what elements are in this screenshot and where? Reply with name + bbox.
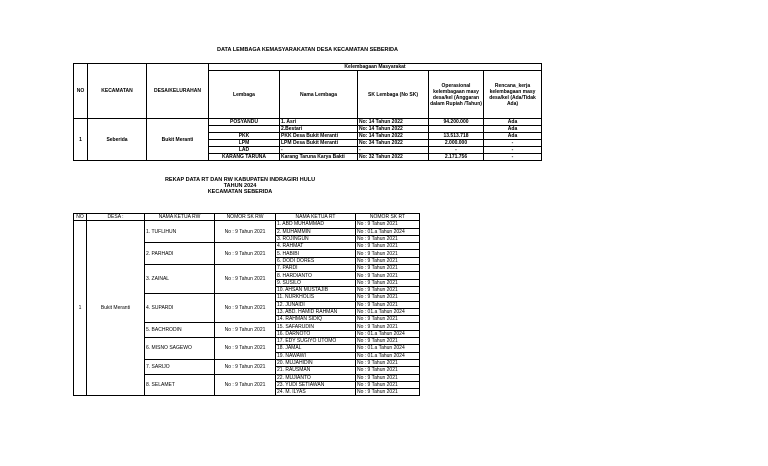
table-row <box>74 221 420 228</box>
cell-sk-rt: No : 9 Tahun 2021 <box>356 265 420 272</box>
cell-sk-rt: No : 01.a Tahun 2024 <box>356 330 420 337</box>
cell-rencana: Ada <box>484 133 542 140</box>
cell-ketua-rt: 9. SUSILO <box>276 279 356 286</box>
cell-ketua-rw: 1. TUFLIHUN <box>145 221 215 243</box>
cell-ketua-rt: 6. DODI DORES <box>276 257 356 264</box>
header-operasional: Operasional kelembagaan masy desa/kel (Anggaran dalam Rupiah /Tahun) <box>429 71 484 119</box>
rt-rw-table <box>73 213 420 396</box>
cell-operasional: 2.171.756 <box>429 154 484 161</box>
table1-title: DATA LEMBAGA KEMASYARAKATAN DESA KECAMATAN SEBERIDA <box>217 47 398 53</box>
cell-ketua-rt: 18. JAMAL <box>276 345 356 352</box>
cell-sk-rt: No : 9 Tahun 2021 <box>356 359 420 366</box>
cell-sk-rw: No : 9 Tahun 2021 <box>215 323 276 338</box>
cell-ketua-rw: 2. PARHADI <box>145 243 215 265</box>
cell-ketua-rw: 3. ZAINAL <box>145 265 215 294</box>
cell-lembaga: POSYANDU <box>209 119 280 126</box>
cell-rencana: - <box>484 140 542 147</box>
cell-sk-rt: No : 9 Tahun 2021 <box>356 294 420 301</box>
header-ketua-rt: NAMA KETUA RT <box>276 214 356 221</box>
cell-ketua-rt: 11. NURKHOLIS <box>276 294 356 301</box>
title2-line3: KECAMATAN SEBERIDA <box>207 189 273 195</box>
cell-operasional: - <box>429 147 484 154</box>
cell-ketua-rt: 5. HABIBI <box>276 250 356 257</box>
cell-sk-lembaga: No: 14 Tahun 2022 <box>358 119 429 126</box>
cell-nama-lembaga: 1. Asri <box>280 119 358 126</box>
row-desa: Bukit Meranti <box>87 221 145 396</box>
title2-line2: TAHUN 2024 <box>223 183 257 189</box>
cell-ketua-rt: 2. MUHAMMIN <box>276 228 356 235</box>
header-kecamatan: KECAMATAN <box>88 64 147 119</box>
cell-ketua-rw: 4. SUPARDI <box>145 294 215 323</box>
cell-sk-lembaga: No: 32 Tahun 2022 <box>358 154 429 161</box>
cell-sk-rt: No : 9 Tahun 2021 <box>356 389 420 396</box>
cell-operasional <box>429 126 484 133</box>
cell-sk-lembaga: No: 14 Tahun 2022 <box>358 133 429 140</box>
cell-sk-rw: No : 9 Tahun 2021 <box>215 374 276 396</box>
cell-sk-rt: No : 01.a Tahun 2024 <box>356 345 420 352</box>
cell-sk-rw: No : 9 Tahun 2021 <box>215 243 276 265</box>
header-ketua-rw: NAMA KETUA RW <box>145 214 215 221</box>
row-desa: Bukit Meranti <box>147 119 209 161</box>
cell-sk-rt: No : 9 Tahun 2021 <box>356 338 420 345</box>
cell-lembaga: KARANG TARUNA <box>209 154 280 161</box>
cell-lembaga <box>209 126 280 133</box>
cell-sk-rt: No : 01.a Tahun 2024 <box>356 352 420 359</box>
cell-ketua-rw: 7. SARIJO <box>145 359 215 374</box>
header-sk-rw: NOMOR SK RW <box>215 214 276 221</box>
cell-lembaga: PKK <box>209 133 280 140</box>
cell-sk-rt: No : 9 Tahun 2021 <box>356 367 420 374</box>
cell-sk-rt: No : 9 Tahun 2021 <box>356 286 420 293</box>
cell-ketua-rt: 22. MUJIANTO <box>276 374 356 381</box>
cell-lembaga: LPM <box>209 140 280 147</box>
cell-operasional: 2.000.000 <box>429 140 484 147</box>
cell-operasional: 94.200.000 <box>429 119 484 126</box>
cell-ketua-rt: 8. HARDIANTO <box>276 272 356 279</box>
cell-sk-rt: No : 9 Tahun 2021 <box>356 301 420 308</box>
row-no: 1 <box>74 221 87 396</box>
lembaga-table <box>73 63 542 161</box>
row-no: 1 <box>74 119 88 161</box>
cell-ketua-rt: 1. ABD MUHAMMAD <box>276 221 356 228</box>
cell-sk-lembaga: No: 34 Tahun 2022 <box>358 140 429 147</box>
cell-sk-rt: No : 9 Tahun 2021 <box>356 257 420 264</box>
cell-ketua-rw: 6. MISNO SAGEWO <box>145 338 215 360</box>
cell-ketua-rw: 5. BACHRODIN <box>145 323 215 338</box>
cell-rencana: - <box>484 154 542 161</box>
cell-ketua-rt: 13. ABD. HAMID RAHMAN <box>276 308 356 315</box>
cell-sk-rt: No : 01.a Tahun 2024 <box>356 308 420 315</box>
header-rencana-kerja: Rencana_kerja kelembagaan masy desa/kel (Ada/Tidak Ada) <box>484 71 542 119</box>
cell-ketua-rt: 17. EDY SUGIYO UTOMO <box>276 338 356 345</box>
cell-nama-lembaga: Karang Taruna Karya Bakti <box>280 154 358 161</box>
cell-lembaga: LAD <box>209 147 280 154</box>
cell-rencana: Ada <box>484 119 542 126</box>
cell-ketua-rt: 7. PARDI <box>276 265 356 272</box>
cell-ketua-rt: 10. AHSAN MUSTAJIB <box>276 286 356 293</box>
header-no: NO <box>74 64 88 119</box>
cell-sk-rt: No : 9 Tahun 2021 <box>356 374 420 381</box>
cell-sk-rt: No : 9 Tahun 2021 <box>356 279 420 286</box>
cell-sk-rw: No : 9 Tahun 2021 <box>215 359 276 374</box>
header-no: NO <box>74 214 87 221</box>
cell-sk-rw: No : 9 Tahun 2021 <box>215 221 276 243</box>
cell-sk-rt: No : 9 Tahun 2021 <box>356 323 420 330</box>
cell-sk-rt: No : 9 Tahun 2021 <box>356 221 420 228</box>
title2-line1: REKAP DATA RT DAN RW KABUPATEN INDRAGIRI HULU <box>164 177 316 183</box>
cell-ketua-rt: 14. RAHMAN SIDIQ <box>276 316 356 323</box>
cell-ketua-rt: 4. RAHMAT <box>276 243 356 250</box>
cell-nama-lembaga: - <box>280 147 358 154</box>
cell-ketua-rt: 19. NAWAWI <box>276 352 356 359</box>
cell-sk-lembaga: - <box>358 147 429 154</box>
header-sk-rt: NOMOR SK RT <box>356 214 420 221</box>
table-row <box>74 119 542 126</box>
cell-sk-rt: No : 9 Tahun 2021 <box>356 381 420 388</box>
cell-sk-rt: No : 01.a Tahun 2024 <box>356 228 420 235</box>
cell-nama-lembaga: 2.Bestari <box>280 126 358 133</box>
cell-sk-rt: No : 9 Tahun 2021 <box>356 250 420 257</box>
cell-sk-rt: No : 9 Tahun 2021 <box>356 243 420 250</box>
header-lembaga: Lembaga <box>209 71 280 119</box>
cell-ketua-rt: 24. M. ILYAS <box>276 389 356 396</box>
cell-ketua-rt: 15. SAFARUDIN <box>276 323 356 330</box>
cell-sk-rt: No : 9 Tahun 2021 <box>356 272 420 279</box>
cell-sk-rw: No : 9 Tahun 2021 <box>215 338 276 360</box>
table2-title <box>140 177 340 195</box>
cell-rencana: - <box>484 147 542 154</box>
cell-ketua-rt: 3. ROJINGUN <box>276 235 356 242</box>
cell-ketua-rt: 12. JUNAIDI <box>276 301 356 308</box>
cell-sk-rw: No : 9 Tahun 2021 <box>215 294 276 323</box>
cell-ketua-rt: 21. RAUSMAN <box>276 367 356 374</box>
cell-sk-rt: No : 9 Tahun 2021 <box>356 235 420 242</box>
header-desa: DESA : <box>87 214 145 221</box>
cell-operasional: 13.513.718 <box>429 133 484 140</box>
header-nama-lembaga: Nama Lembaga <box>280 71 358 119</box>
header-desa: DESA/KELURAHAN <box>147 64 209 119</box>
cell-ketua-rt: 20. MUJAHIDIN <box>276 359 356 366</box>
header-sk-lembaga: SK Lembaga (No SK) <box>358 71 429 119</box>
cell-ketua-rt: 23. YUDI SETIAWAN <box>276 381 356 388</box>
cell-sk-rt: No : 9 Tahun 2021 <box>356 316 420 323</box>
cell-nama-lembaga: LPM Desa Bukit Meranti <box>280 140 358 147</box>
cell-sk-lembaga: No: 14 Tahun 2022 <box>358 126 429 133</box>
cell-ketua-rw: 8. SELAMET <box>145 374 215 396</box>
row-kecamatan: Seberida <box>88 119 147 161</box>
cell-rencana: Ada <box>484 126 542 133</box>
header-kelembagaan: Kelembagaan Masyarakat <box>209 64 542 71</box>
cell-ketua-rt: 16. DARNOTO <box>276 330 356 337</box>
cell-sk-rw: No : 9 Tahun 2021 <box>215 265 276 294</box>
cell-nama-lembaga: PKK Desa Bukit Meranti <box>280 133 358 140</box>
